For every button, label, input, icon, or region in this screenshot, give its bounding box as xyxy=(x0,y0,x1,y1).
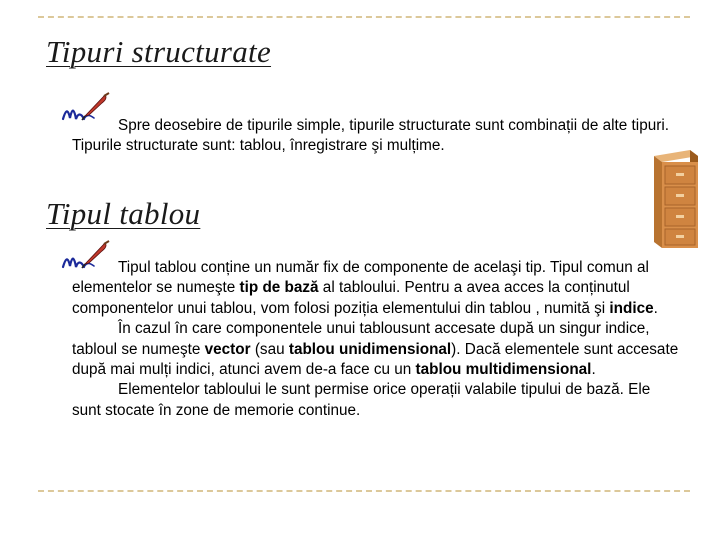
term-index: indice xyxy=(609,299,654,317)
array-paragraph-block xyxy=(72,258,682,421)
term-multi-dimensional-array: tablou multidimensional xyxy=(415,361,592,379)
filing-cabinet-icon xyxy=(648,150,698,248)
section-heading-structured-types: Tipuri structurate xyxy=(46,34,272,69)
term-vector: vector xyxy=(204,340,251,358)
array-operations-paragraph: Elementelor tabloului le sunt permise orice operații valabile tipului de bază. Ele sunt stocate în zone de memorie continue. xyxy=(72,381,651,419)
top-divider xyxy=(38,16,690,18)
array-definition-paragraph: Tipul tablou conține un număr fix de componente de acelaşi tip. Tipul comun al elementelor se numeşte tip de bază al tabloului. Pentru a avea acces la conținutul componentelor unui tablou, vom folosi poziția elementului din tablou , numită şi indice. xyxy=(72,259,658,317)
intro-paragraph: Spre deosebire de tipurile simple, tipurile structurate sunt combinații de alte tipuri. Tipurile structurate sunt: tablou, înregistrare şi mulțime. xyxy=(72,117,669,155)
term-base-type: tip de bază xyxy=(239,279,319,297)
array-dimension-paragraph: În cazul în care componentele unui tablousunt accesate după un singur indice, tabloul se numeşte vector (sau tablou unidimensional). Dacă elementele sunt accesate după mai mulți indici, atunci avem de-a face cu un tablou multidimensional. xyxy=(72,320,679,379)
bottom-divider xyxy=(38,490,690,492)
intro-paragraph-block xyxy=(72,116,682,157)
section-heading-array-type: Tipul tablou xyxy=(46,196,201,231)
term-one-dimensional-array: tablou unidimensional xyxy=(288,340,452,358)
